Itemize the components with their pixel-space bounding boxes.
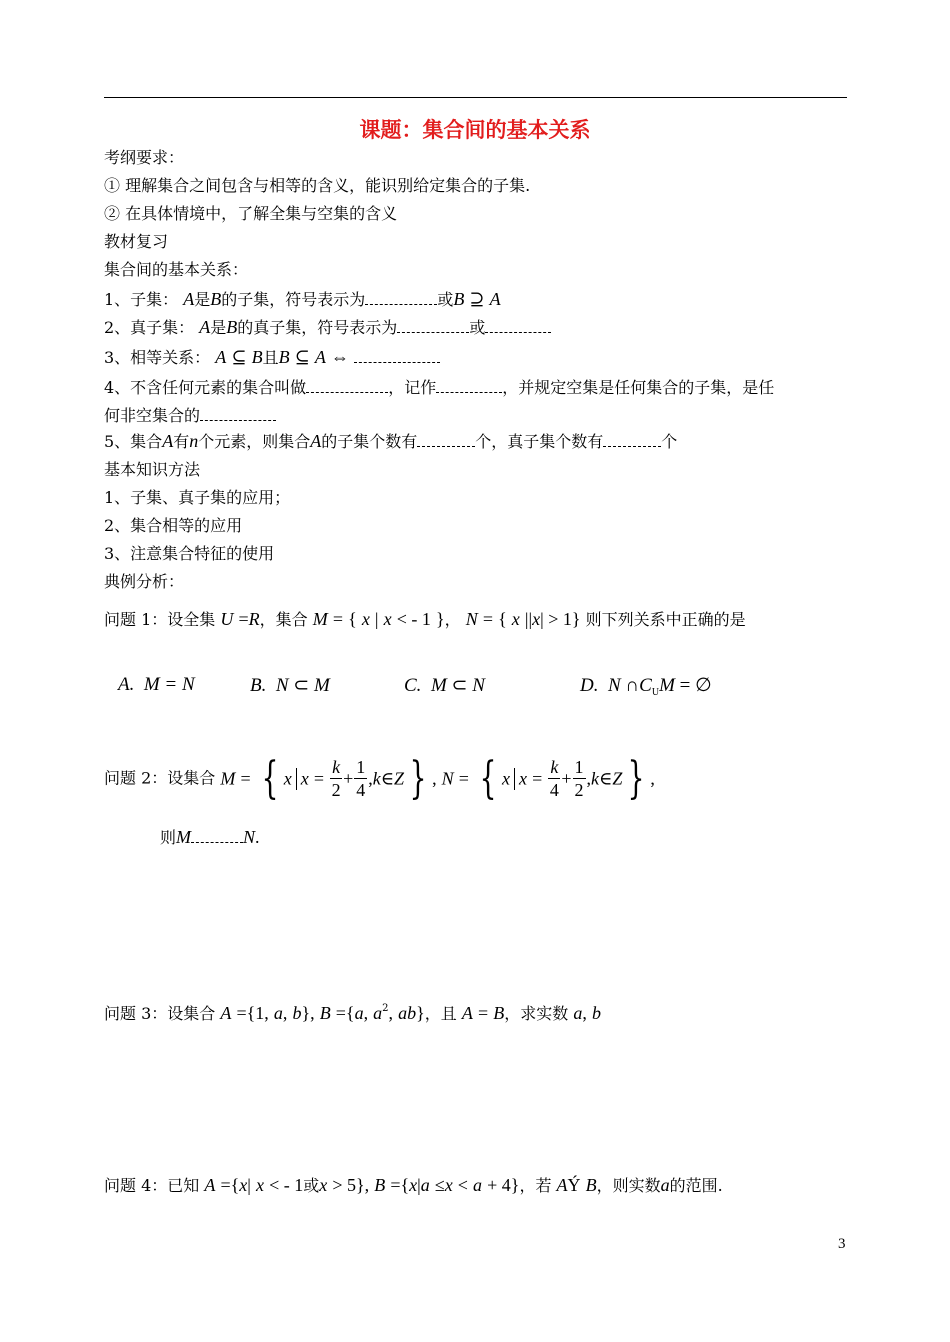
question-2: 问题 2：设集合 M = { x x = $\frac{k}{2}$ + $\frac{1}{4}$ ,k∈Z } , N = { x x = $\frac{k}{4}$ + $\frac{1}{2}$ ,k∈Z } , <box>104 752 655 804</box>
answer-blank[interactable] <box>485 318 551 333</box>
text: 3、相等关系： <box>104 348 211 367</box>
text: 个 <box>661 432 678 451</box>
text: 是 <box>210 318 227 337</box>
header-rule <box>104 97 847 98</box>
text: ，则实数 <box>596 1176 661 1195</box>
item-proper-subset: 2、真子集： A是B的真子集，符号表示为 或 <box>104 318 551 336</box>
text: 问题 4：已知 <box>104 1176 200 1195</box>
option-label: B. <box>250 675 267 696</box>
text: 问题 2：设集合 <box>104 768 216 788</box>
text: 个元素，则集合 <box>198 432 311 451</box>
relations-heading: 集合间的基本关系： <box>104 260 249 279</box>
text: 的范围. <box>669 1176 723 1195</box>
question-4: 问题 4：已知 A ={x| x < - 1或x > 5}, B ={x|a ≤x < a + 4}，若 AÝ B，则实数a的范围. <box>104 1175 723 1195</box>
method-3: 3、注意集合特征的使用 <box>104 544 275 563</box>
answer-blank[interactable] <box>200 406 276 421</box>
item-equality: 3、相等关系： A ⊆ B且B ⊆ A ⇔ <box>104 348 440 366</box>
option-label: A. <box>118 674 135 695</box>
page-number: 3 <box>838 1236 846 1252</box>
text: ，记作 <box>388 378 437 397</box>
item-empty-set <box>104 378 774 396</box>
text: 的子集个数有 <box>321 432 418 451</box>
answer-blank[interactable] <box>417 432 475 447</box>
question-2-then: 则M N. <box>160 827 260 847</box>
syllabus-heading: 考纲要求： <box>104 148 185 167</box>
question-3: 问题 3：设集合 A ={1, a, b}, B ={a, $a^2$, ab}，且 A = B，求实数 a, b <box>104 1003 601 1023</box>
text: ，集合 <box>259 610 308 629</box>
text: 2、真子集： <box>104 318 195 337</box>
answer-blank[interactable] <box>191 828 243 843</box>
option-d[interactable]: D. N $\cap C_UM$ = ∅ <box>580 675 712 698</box>
answer-blank[interactable] <box>306 378 388 393</box>
method-1: 1、子集、真子集的应用； <box>104 488 291 507</box>
answer-blank[interactable] <box>354 348 440 363</box>
examples-heading: 典例分析： <box>104 572 185 591</box>
text: ，且 <box>424 1004 457 1023</box>
text: 问题 1：设全集 <box>104 610 216 629</box>
answer-blank[interactable] <box>397 318 469 333</box>
text: 的子集，符号表示为 <box>221 290 366 309</box>
method-2: 2、集合相等的应用 <box>104 516 243 535</box>
text: ，求实数 <box>504 1004 569 1023</box>
methods-heading: 基本知识方法 <box>104 460 201 479</box>
text: 5、集合 <box>104 432 163 451</box>
text: 则 <box>160 828 177 847</box>
option-c[interactable]: C. M ⊂ N <box>404 675 485 696</box>
text: 何非空集合的 <box>104 406 201 425</box>
text: 4、不含任何元素的集合叫做 <box>104 378 307 397</box>
text: 是 <box>194 290 211 309</box>
answer-blank[interactable] <box>603 432 661 447</box>
option-a[interactable]: A. M = N <box>118 674 195 695</box>
text: 则下列关系中正确的是 <box>585 610 746 629</box>
text: 或 <box>469 318 486 337</box>
item-subset: 1、子集： A是B的子集，符号表示为 或B ⊇ A <box>104 289 501 309</box>
page-title: 课题：集合间的基本关系 <box>359 117 591 142</box>
text: 个，真子集个数有 <box>475 432 604 451</box>
text: 问题 3：设集合 <box>104 1004 216 1023</box>
syllabus-item-2: ② 在具体情境中，了解全集与空集的含义 <box>104 204 398 223</box>
text: 1、子集： <box>104 290 179 309</box>
item-empty-set-cont <box>104 406 276 424</box>
answer-blank[interactable] <box>436 378 502 393</box>
review-heading: 教材复习 <box>104 232 169 251</box>
option-label: C. <box>404 675 422 696</box>
text: 或 <box>303 1176 320 1195</box>
question-1: 问题 1：设全集 U =R，集合 M = { x | x < - 1 }， N = { x ||x| > 1} 则下列关系中正确的是 <box>104 609 746 629</box>
answer-blank[interactable] <box>365 290 437 305</box>
text: ，并规定空集是任何集合的子集，是任 <box>502 378 775 397</box>
text: 有 <box>173 432 190 451</box>
text: 或 <box>437 290 454 309</box>
item-subset-count: 5、集合A有n个元素，则集合A的子集个数有 个，真子集个数有 个 <box>104 431 678 451</box>
option-b[interactable]: B. N ⊂ M <box>250 675 330 696</box>
text: 且 <box>262 348 279 367</box>
text: 的真子集，符号表示为 <box>237 318 398 337</box>
text: ， <box>444 610 461 629</box>
text: ，若 <box>519 1176 552 1195</box>
option-label: D. <box>580 675 599 696</box>
syllabus-item-1: ① 理解集合之间包含与相等的含义，能识别给定集合的子集. <box>104 176 531 195</box>
